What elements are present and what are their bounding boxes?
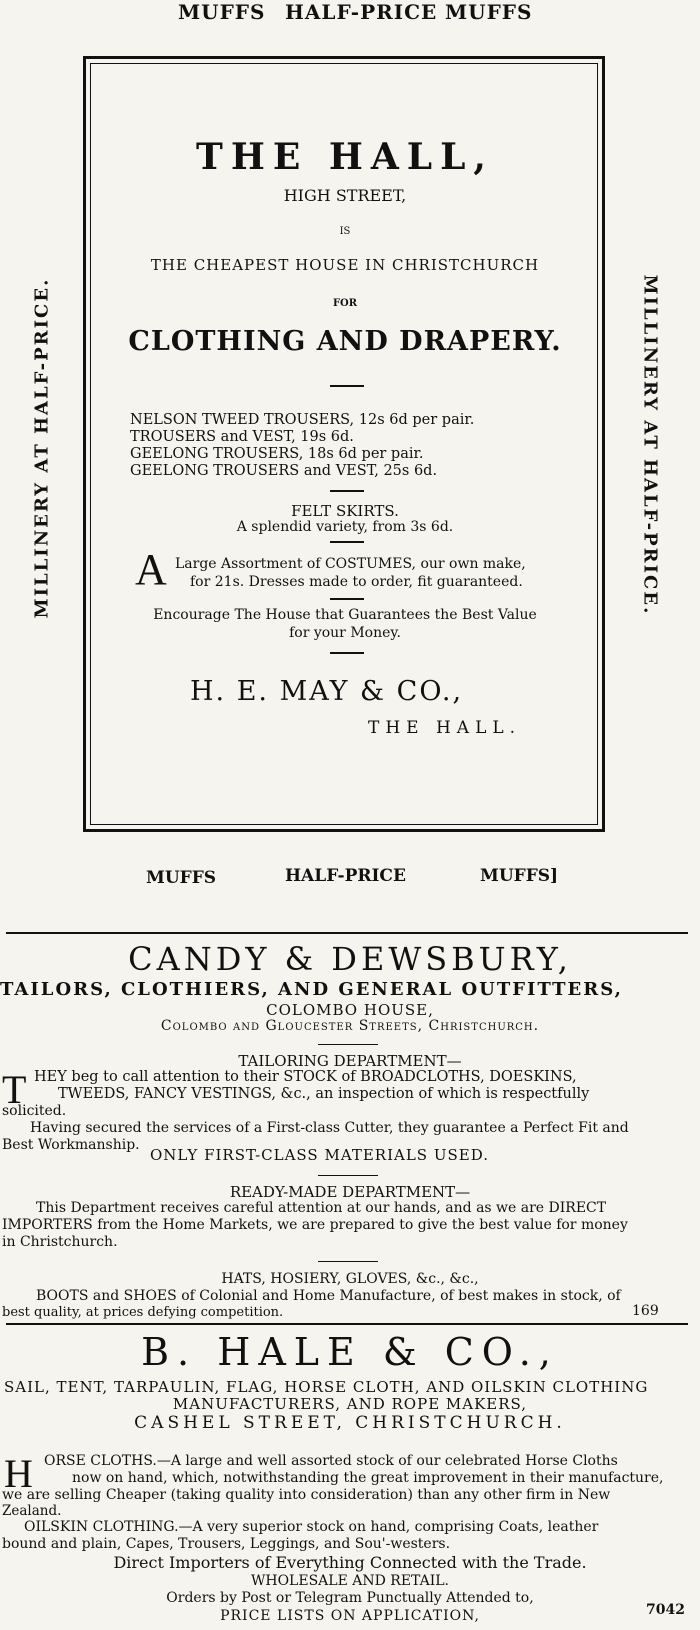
top-banner-middle: HALF-PRICE bbox=[285, 0, 438, 24]
costume-line-2: for 21s. Dresses made to order, fit guaranteed. bbox=[190, 574, 523, 590]
felt-heading: FELT SKIRTS. bbox=[291, 502, 399, 520]
hall-divider-1 bbox=[330, 385, 364, 387]
tailoring-dropcap: T bbox=[2, 1067, 27, 1112]
horse-line-4: Zealand. bbox=[2, 1503, 62, 1519]
bottom-banner-right: MUFFS] bbox=[480, 866, 559, 886]
side-banner-left-text: MILLINERY AT HALF-PRICE. bbox=[31, 277, 53, 619]
oilskin-line-1: OILSKIN CLOTHING.—A very superior stock on hand, comprising Coats, leather bbox=[24, 1519, 599, 1535]
hall-claim: THE CHEAPEST HOUSE IN CHRISTCHURCH bbox=[150, 256, 540, 274]
ready-line-1: This Department receives careful attention at our hands, and as we are DIRECT bbox=[36, 1200, 607, 1216]
felt-line: A splendid variety, from 3s 6d. bbox=[236, 519, 454, 535]
hall-address: HIGH STREET, bbox=[283, 186, 407, 205]
ready-heading: READY-MADE DEPARTMENT— bbox=[229, 1183, 471, 1201]
hall-divider-2 bbox=[330, 490, 364, 492]
wholesale-line: WHOLESALE AND RETAIL. bbox=[250, 1573, 450, 1589]
side-banner-left bbox=[22, 278, 62, 618]
top-banner-right: MUFFS bbox=[445, 0, 533, 24]
importers-line: Direct Importers of Everything Connected with the Trade. bbox=[113, 1553, 587, 1572]
costume-line-1: Large Assortment of COSTUMES, our own make, bbox=[175, 556, 526, 572]
costume-dropcap: A bbox=[135, 545, 167, 594]
candy-number: 169 bbox=[632, 1303, 659, 1319]
hale-number: 7042 bbox=[646, 1602, 685, 1618]
price-lists-line: PRICE LISTS ON APPLICATION, bbox=[220, 1608, 480, 1624]
tailoring-line-2: TWEEDS, FANCY VESTINGS, &c., an inspection of which is respectfully bbox=[58, 1086, 590, 1102]
tailoring-heading: TAILORING DEPARTMENT— bbox=[238, 1052, 462, 1070]
cutter-line-2: Best Workmanship. bbox=[2, 1137, 140, 1153]
hall-title: THE HALL, bbox=[196, 136, 494, 178]
encourage-line-2: for your Money. bbox=[289, 625, 401, 641]
horse-dropcap: H bbox=[4, 1451, 33, 1496]
horse-line-1: ORSE CLOTHS.—A large and well assorted stock of our celebrated Horse Cloths bbox=[44, 1453, 618, 1469]
boots-line-1: BOOTS and SHOES of Colonial and Home Manufacture, of best makes in stock, of bbox=[36, 1288, 621, 1304]
bottom-banner-left: MUFFS bbox=[146, 868, 217, 888]
candy-subtitle: TAILORS, CLOTHIERS, AND GENERAL OUTFITTERS, bbox=[0, 979, 623, 1000]
hall-headline: CLOTHING AND DRAPERY. bbox=[128, 326, 562, 357]
materials-line: ONLY FIRST-CLASS MATERIALS USED. bbox=[150, 1146, 489, 1164]
ready-line-3: in Christchurch. bbox=[2, 1234, 118, 1250]
top-banner-left: MUFFS bbox=[178, 0, 266, 24]
hall-item-4: GEELONG TROUSERS and VEST, 25s 6d. bbox=[130, 463, 438, 479]
orders-line: Orders by Post or Telegram Punctually Attended to, bbox=[166, 1590, 534, 1606]
ready-line-2: IMPORTERS from the Home Markets, we are prepared to give the best value for money bbox=[2, 1217, 628, 1233]
hale-line-3: CASHEL STREET, CHRISTCHURCH. bbox=[134, 1413, 566, 1433]
section-rule-1 bbox=[6, 932, 688, 934]
hale-line-1: SAIL, TENT, TARPAULIN, FLAG, HORSE CLOTH, AND OILSKIN CLOTHING bbox=[4, 1378, 649, 1396]
candy-house: COLOMBO HOUSE, bbox=[266, 1001, 434, 1019]
hall-item-2: TROUSERS and VEST, 19s 6d. bbox=[130, 429, 354, 445]
hall-divider-4 bbox=[330, 598, 364, 600]
candy-title: CANDY & DEWSBURY, bbox=[128, 940, 572, 978]
hats-heading: HATS, HOSIERY, GLOVES, &c., &c., bbox=[221, 1271, 479, 1287]
side-banner-right bbox=[630, 270, 670, 620]
oilskin-line-2: bound and plain, Capes, Trousers, Leggings, and Sou'-westers. bbox=[2, 1536, 451, 1552]
candy-streets: Colombo and Gloucester Streets, Christchurch. bbox=[160, 1018, 540, 1034]
hall-item-3: GEELONG TROUSERS, 18s 6d per pair. bbox=[130, 446, 424, 462]
firm-name: H. E. MAY & CO., bbox=[190, 676, 464, 707]
hall-divider-3 bbox=[330, 541, 364, 543]
candy-divider-1 bbox=[318, 1044, 378, 1045]
horse-line-2: now on hand, which, notwithstanding the great improvement in their manufacture, bbox=[72, 1470, 664, 1486]
hale-title: B. HALE & CO., bbox=[141, 1330, 559, 1374]
tailoring-line-1: HEY beg to call attention to their STOCK of BROADCLOTHS, DOESKINS, bbox=[34, 1069, 577, 1085]
encourage-line-1: Encourage The House that Guarantees the Best Value bbox=[153, 607, 537, 623]
candy-divider-3 bbox=[318, 1261, 378, 1262]
boots-line-2: best quality, at prices defying competition. bbox=[2, 1305, 284, 1320]
hall-for: FOR bbox=[332, 298, 358, 309]
hall-divider-5 bbox=[330, 652, 364, 654]
hale-line-2: MANUFACTURERS, AND ROPE MAKERS, bbox=[172, 1395, 528, 1413]
bottom-banner-middle: HALF-PRICE bbox=[285, 866, 406, 886]
side-banner-right-text: MILLINERY AT HALF-PRICE. bbox=[639, 274, 661, 616]
hall-item-1: NELSON TWEED TROUSERS, 12s 6d per pair. bbox=[130, 412, 475, 428]
section-rule-2 bbox=[6, 1323, 688, 1325]
cutter-line-1: Having secured the services of a First-class Cutter, they guarantee a Perfect Fit and bbox=[30, 1120, 629, 1136]
tailoring-line-3: solicited. bbox=[2, 1103, 67, 1119]
candy-divider-2 bbox=[318, 1175, 378, 1176]
hall-is: IS bbox=[339, 226, 351, 237]
horse-line-3: we are selling Cheaper (taking quality into consideration) than any other firm in New bbox=[2, 1487, 611, 1503]
firm-sub: THE HALL. bbox=[368, 718, 522, 738]
